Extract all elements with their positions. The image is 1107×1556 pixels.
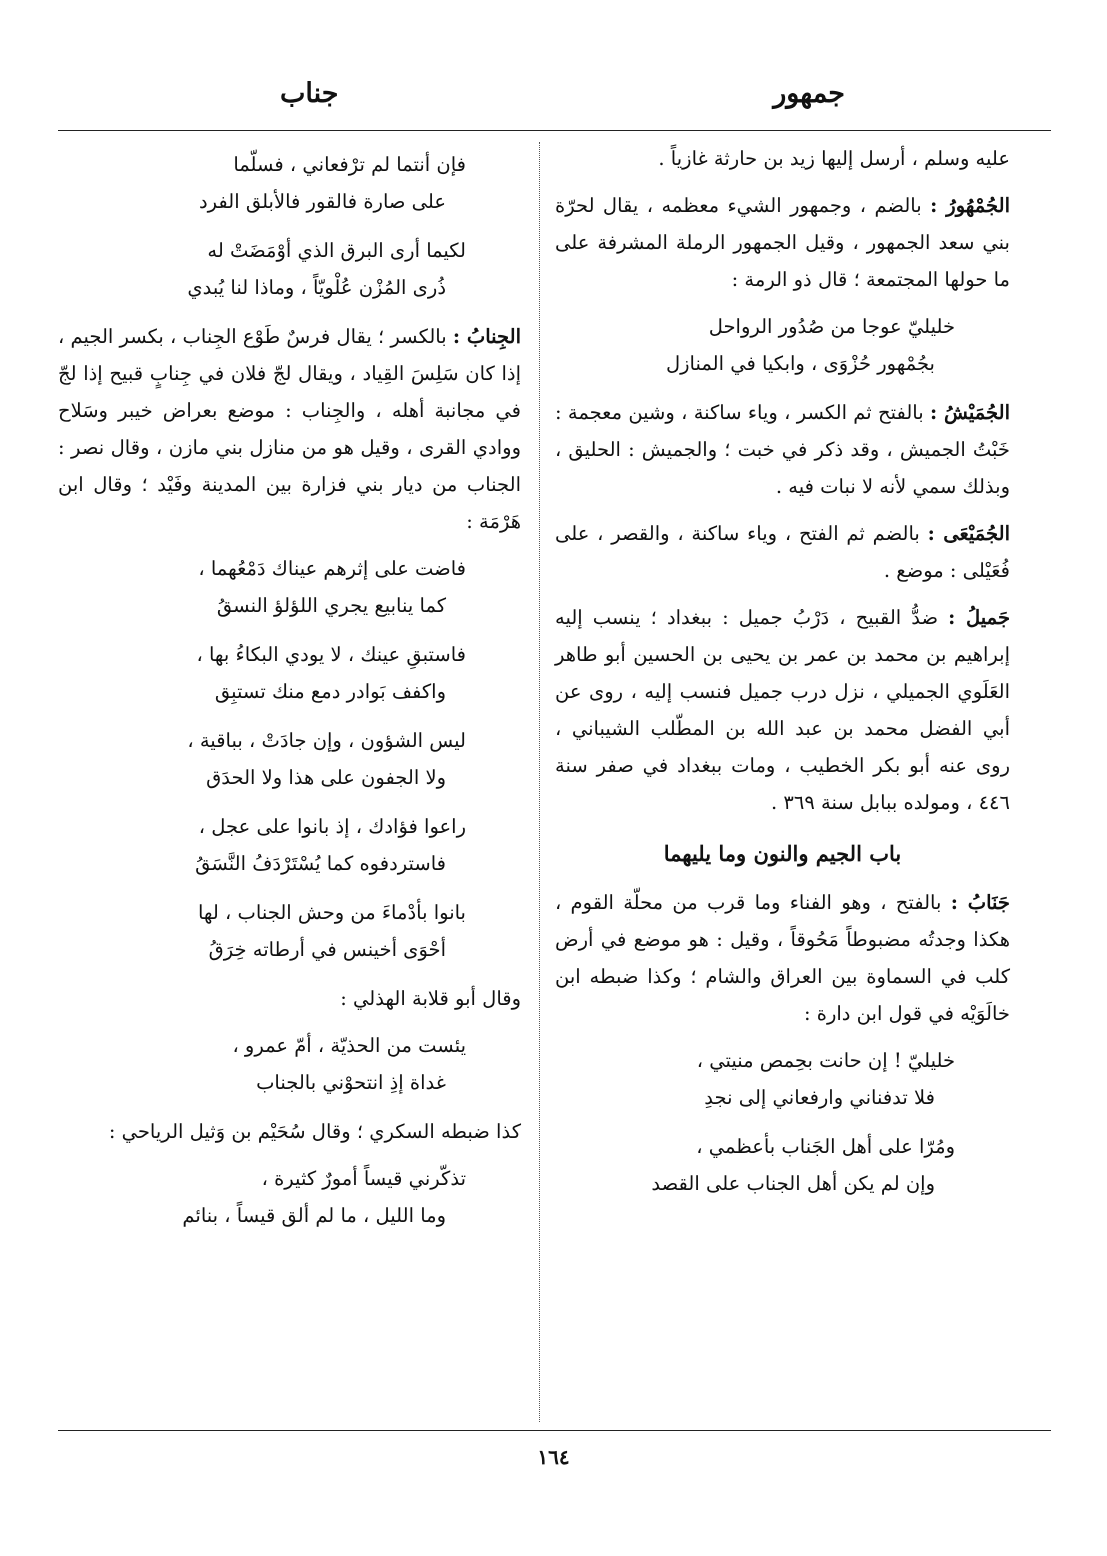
- poem-line: فاضت على إثرهم عيناك دَمْعُهما ،: [198, 557, 466, 580]
- entry-text: بالضم ثم الفتح ، وياء ساكنة ، والقصر ، على فُعَيْلى : موضع .: [555, 522, 1010, 582]
- poem: [555, 1128, 1010, 1202]
- poem-line: فإن أنتما لم ترْفعاني ، فسلّما: [233, 153, 466, 176]
- poem: [555, 308, 1010, 382]
- poem: [58, 146, 521, 220]
- entry-jumhur: [555, 187, 1010, 298]
- entry-text: بالفتح ، وهو الفناء وما قرب من محلّة القوم ، هكذا وجدتُه مضبوطاً مَحُوقاً ، وقيل : هو موضع في أرض كلب في السماوة بين العراق والشام ؛ وكذا ضبطه ابن خالَوَيْه في قول ابن دارة :: [555, 891, 1010, 1025]
- entry-jamil: [555, 599, 1010, 821]
- poem-line: فاستردفوه كما يُسْتَرْدَفُ النَّسَقُ: [195, 852, 446, 875]
- poem-line: فلا تدفناني وارفعاني إلى نجدِ: [704, 1086, 935, 1109]
- right-column: [555, 140, 1010, 1214]
- poem: [58, 894, 521, 968]
- poem-line: وإن لم يكن أهل الجناب على القصد: [651, 1172, 935, 1195]
- poem: [58, 808, 521, 882]
- poem-line: أحْوَى أخينس في أرطاته خِرَقُ: [208, 938, 446, 961]
- poem-line: ليس الشؤون ، وإن جادَتْ ، بباقية ،: [187, 729, 466, 752]
- poem: [555, 1042, 1010, 1116]
- prose-line: وقال أبو قلابة الهذلي :: [340, 987, 521, 1010]
- top-rule: [58, 130, 1051, 131]
- poem-line: خليليّ ! إن حانت بحِمص منيتي ،: [696, 1049, 955, 1072]
- entry-jumayghi: [555, 515, 1010, 589]
- entry-text: ضدُّ القبيح ، دَرْبُ جميل : ببغداد ؛ ينسب إليه إبراهيم بن محمد بن عمر بن يحيى بن الحسين أبو طاهر العَلَوي الجميلي ، نزل درب جميل فنسب إليه ، روى عن أبي الفضل محمد بن عبد الله بن المطّلب الشيباني ، روى عنه أبو بكر الخطيب ، ومات ببغداد في صفر سنة ٤٤٦ ، ومولده ببابل سنة ٣٦٩ .: [555, 606, 1010, 814]
- poem-line: كما ينابيع يجري اللؤلؤ النسقُ: [216, 594, 446, 617]
- entry-headword: الجُمَيْعَى :: [927, 522, 1010, 545]
- poem-line: ومُرّا على أهل الجَناب بأعظمي ،: [696, 1135, 955, 1158]
- poem-line: وما الليل ، ما لم ألق قيساً ، بنائم: [182, 1204, 446, 1227]
- poem: [58, 1027, 521, 1101]
- running-header-right: جمهور: [773, 78, 845, 109]
- poem-line: خليليّ عوجا من صُدُور الرواحل: [708, 315, 955, 338]
- poem-line: لكيما أرى البرق الذي أوْمَضَتْ له: [207, 239, 466, 262]
- prose-line: كذا ضبطه السكري ؛ وقال سُحَيْم بن وَثيل الرياحي :: [108, 1120, 521, 1143]
- poem-line: على صارة فالقور فالأبلق الفرد: [198, 190, 446, 213]
- poem-line: ولا الجفون على هذا ولا الحدَق: [206, 766, 446, 789]
- poem-line: غداة إذِ انتحوْني بالجناب: [256, 1071, 446, 1094]
- poem: [58, 636, 521, 710]
- poem: [58, 550, 521, 624]
- poem: [58, 232, 521, 306]
- intro-line: عليه وسلم ، أرسل إليها زيد بن حارثة غازياً .: [658, 147, 1010, 170]
- entry-jinab-kasr: [58, 318, 521, 540]
- poem-line: ذُرى المُزْن عُلْويّاً ، وماذا لنا يُبدي: [187, 276, 446, 299]
- entry-headword: الجُمَيْشُ :: [929, 401, 1011, 424]
- poem-line: يئست من الحذيّة ، أمّ عمرو ،: [232, 1034, 466, 1057]
- poem-line: فاستبقِ عينك ، لا يودي البكاءُ بها ،: [196, 643, 466, 666]
- entry-text: بالكسر ؛ يقال فرسٌ طَوْع الجِناب ، بكسر الجيم ، إذا كان سَلِسَ القِياد ، ويقال لجّ فلان في جِنابٍ قبيح إذا لجّ في مجانبة أهله ، والجِناب : موضع بعراض خيبر وسَلاح ووادي القرى ، وقيل هو من منازل بني مازن ، وقال نصر : الجناب من ديار بني فزارة بين المدينة وفَيْد ؛ وقال ابن هَرْمَة :: [58, 325, 521, 533]
- poem-line: واكفف بَوادر دمع منك تستبِق: [214, 680, 446, 703]
- entry-headword: الجُمْهُورُ :: [930, 194, 1011, 217]
- column-divider: [539, 142, 540, 1422]
- left-column: [58, 140, 521, 1246]
- entry-text: بالضم ، وجمهور الشيء معظمه ، يقال لحرّة بني سعد الجمهور ، وقيل الجمهور الرملة المشرفة على ما حولها المجتمعة ؛ قال ذو الرمة :: [555, 194, 1010, 291]
- running-header-left: جناب: [280, 78, 339, 109]
- poem-line: بانوا بأدْماءَ من وحش الجناب ، لها: [197, 901, 466, 924]
- poem-line: تذكّرني قيساً أمورٌ كثيرة ،: [261, 1167, 466, 1190]
- page-number: ١٦٤: [537, 1445, 570, 1469]
- entry-text: بالفتح ثم الكسر ، وياء ساكنة ، وشين معجمة : خَبْتُ الجميش ، وقد ذكر في خبت ؛ والجميش : الحليق ، وبذلك سمي لأنه لا نبات فيه .: [555, 401, 1010, 498]
- entry-headword: جَنَابُ :: [950, 891, 1010, 914]
- poem-line: راعوا فؤادك ، إذ بانوا على عجل ،: [198, 815, 466, 838]
- entry-jumaysh: [555, 394, 1010, 505]
- poem-line: بجُمْهور حُزْوَى ، وابكيا في المنازل: [665, 352, 935, 375]
- entry-headword: الجِنابُ :: [452, 325, 521, 348]
- poem: [58, 722, 521, 796]
- section-title: باب الجيم والنون وما يليهما: [663, 841, 902, 866]
- poem: [58, 1160, 521, 1234]
- entry-headword: جَميلُ :: [948, 606, 1011, 629]
- bottom-rule: [58, 1430, 1051, 1431]
- entry-jinab-fath: [555, 884, 1010, 1032]
